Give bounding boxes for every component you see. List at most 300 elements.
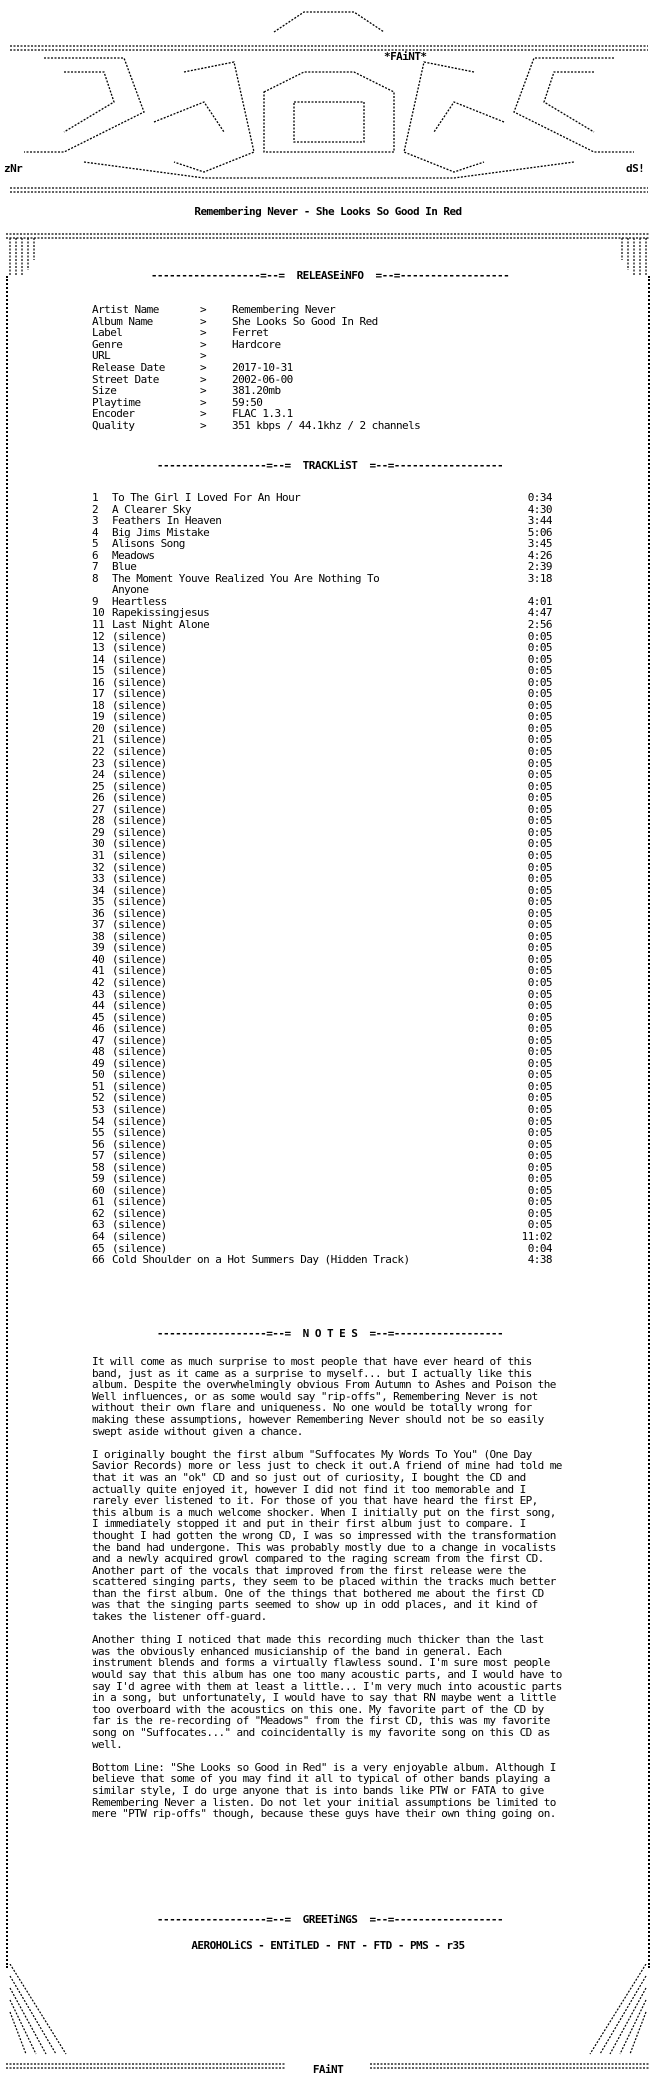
track-number: 54 [92, 1114, 105, 1128]
release-info-key: Genre [92, 337, 123, 351]
track-duration: 0:05 [527, 629, 552, 643]
track-row [92, 977, 552, 989]
track-duration: 0:05 [527, 1045, 552, 1059]
track-row [92, 665, 552, 677]
track-duration: 0:05 [527, 1195, 552, 1209]
track-duration: 0:05 [527, 1172, 552, 1186]
release-info-value: Ferret [232, 326, 269, 340]
track-number: 60 [92, 1183, 105, 1197]
track-row [92, 769, 552, 781]
track-row [92, 584, 552, 596]
track-title: (silence) [112, 1219, 167, 1231]
track-row [92, 792, 552, 804]
track-title: (silence) [112, 919, 167, 931]
track-title: (silence) [112, 630, 167, 643]
release-info-value: 381.20mb [232, 384, 281, 398]
footer-signature: FAiNT [312, 2063, 344, 2076]
track-title: A Clearer Sky [112, 503, 191, 516]
track-row [92, 954, 552, 966]
track-duration: 0:05 [527, 768, 552, 782]
track-row [92, 700, 552, 712]
track-title: (silence) [112, 792, 167, 804]
track-number: 32 [92, 860, 105, 874]
track-title: Cold Shoulder on a Hot Summers Day (Hidden Track) [112, 1254, 410, 1266]
track-title: (silence) [112, 734, 167, 747]
track-number: 15 [92, 664, 105, 678]
track-title: (silence) [112, 1069, 167, 1081]
track-title: Big Jims Mistake [112, 526, 210, 539]
track-number: 49 [92, 1056, 105, 1070]
release-info-row [92, 420, 420, 432]
track-title: Alisons Song [112, 538, 185, 550]
track-title: (silence) [112, 1184, 167, 1197]
track-number: 66 [92, 1253, 105, 1267]
track-title: (silence) [112, 861, 167, 874]
track-duration: 0:05 [527, 802, 552, 816]
track-title: (silence) [112, 1207, 167, 1220]
track-duration: 0:05 [527, 1183, 552, 1197]
track-row [92, 1208, 552, 1220]
track-duration: 0:05 [527, 1033, 552, 1047]
track-number: 11 [92, 618, 105, 632]
track-title: (silence) [112, 1173, 167, 1185]
track-row [92, 862, 552, 874]
tracklist-heading-text: TRACKLiST [302, 459, 358, 472]
track-number: 50 [92, 1068, 105, 1082]
track-duration: 0:34 [527, 491, 552, 504]
track-row [92, 1000, 552, 1012]
track-number: 53 [92, 1102, 105, 1116]
track-number: 13 [92, 641, 105, 655]
notes-paragraph: Bottom Line: "She Looks so Good in Red" is a very enjoyable album. Although I believe that some of you may find it all to typical of other bands playing a similar style, I do urge anyone that is into bands like PTW or FATA to give Remembering Never a listen. Do not let your initial assumptions be limited to mere "PTW rip-offs" though, because these guys have their own thing going on. [92, 1760, 556, 1821]
track-title: (silence) [112, 896, 167, 908]
track-number: 14 [92, 652, 105, 666]
track-duration: 0:05 [527, 964, 552, 978]
track-duration: 0:05 [527, 1056, 552, 1070]
track-title: (silence) [112, 1242, 167, 1255]
track-duration: 0:05 [527, 975, 552, 989]
track-number: 7 [92, 560, 99, 574]
track-duration: 0:05 [527, 1126, 552, 1140]
track-duration: 0:05 [527, 675, 552, 689]
release-info-key: Quality [92, 418, 135, 432]
track-row [92, 550, 552, 562]
arrow-glyph-icon: > [200, 384, 207, 398]
track-row [92, 942, 552, 954]
track-number: 62 [92, 1206, 105, 1220]
track-row [92, 492, 552, 504]
track-row [92, 1162, 552, 1174]
track-number: 45 [92, 1010, 105, 1024]
track-duration: 0:05 [527, 1206, 552, 1220]
track-row [92, 1058, 552, 1070]
frame-bottom-border [6, 1964, 650, 2074]
track-title: (silence) [112, 1034, 167, 1047]
arrow-glyph-icon: > [200, 395, 207, 409]
track-number: 4 [92, 525, 99, 539]
track-title: (silence) [112, 965, 167, 977]
track-row [92, 919, 552, 931]
track-duration: 0:05 [527, 1079, 552, 1093]
track-title: (silence) [112, 873, 167, 885]
track-duration: 0:05 [527, 1218, 552, 1232]
track-number: 29 [92, 825, 105, 839]
releaseinfo-heading-text: RELEASEiNFO [296, 269, 364, 282]
track-row [92, 631, 552, 643]
track-duration: 0:04 [527, 1241, 552, 1255]
track-number: 65 [92, 1241, 105, 1255]
release-info-key: Street Date [92, 372, 159, 386]
track-number: 22 [92, 745, 105, 759]
track-row [92, 538, 552, 550]
releaseinfo-heading: ------------------=--= RELEASEiNFO =--=------------------ [150, 269, 510, 282]
track-row [92, 711, 552, 723]
release-info-value: 2002-06-00 [232, 372, 293, 386]
track-row [92, 850, 552, 862]
track-row [92, 1069, 552, 1081]
track-title: (silence) [112, 803, 167, 816]
track-duration: 2:39 [527, 560, 552, 574]
track-number: 40 [92, 952, 105, 966]
arrow-glyph-icon: > [200, 337, 207, 351]
track-row [92, 561, 552, 573]
track-number: 30 [92, 837, 105, 851]
arrow-glyph-icon: > [200, 303, 207, 316]
arrow-glyph-icon: > [200, 372, 207, 386]
track-number: 5 [92, 537, 99, 551]
track-row [92, 896, 552, 908]
track-title: (silence) [112, 1092, 167, 1104]
track-duration: 0:05 [527, 1114, 552, 1128]
tracklist-heading: ------------------=--= TRACKLiST =--=------------------ [156, 459, 504, 472]
track-duration: 0:05 [527, 1137, 552, 1151]
faint-ascii-logo [4, 2, 654, 200]
track-duration: 4:26 [527, 548, 552, 562]
track-number: 27 [92, 802, 105, 816]
track-row [92, 1023, 552, 1035]
track-number: 18 [92, 698, 105, 712]
track-title: (silence) [112, 746, 167, 758]
track-title: (silence) [112, 699, 167, 712]
track-title: (silence) [112, 1046, 167, 1058]
track-duration: 11:02 [521, 1230, 552, 1243]
track-title: (silence) [112, 757, 167, 770]
track-row [92, 908, 552, 920]
track-duration: 5:06 [527, 525, 552, 539]
release-info-key: Size [92, 384, 117, 398]
track-title: Heartless [112, 595, 167, 608]
track-row [92, 1092, 552, 1104]
track-title: (silence) [112, 1138, 167, 1151]
right-tag-text: dS! [626, 162, 645, 175]
track-duration: 0:05 [527, 941, 552, 955]
track-row [92, 1196, 552, 1208]
track-number: 42 [92, 975, 105, 989]
track-title: (silence) [112, 1057, 167, 1070]
track-row [92, 654, 552, 666]
release-info-table [92, 304, 420, 432]
track-number: 19 [92, 710, 105, 724]
track-title: Last Night Alone [112, 619, 210, 631]
release-info-value: 2017-10-31 [232, 360, 293, 374]
track-duration: 0:05 [527, 848, 552, 862]
track-duration: 3:44 [527, 514, 552, 528]
track-duration: 0:05 [527, 1102, 552, 1116]
track-row [92, 607, 552, 619]
release-info-value: 59:50 [232, 395, 263, 409]
track-duration: 0:05 [527, 918, 552, 932]
track-list [92, 492, 552, 1266]
track-row [92, 1173, 552, 1185]
arrow-glyph-icon: > [200, 326, 207, 340]
track-title: (silence) [112, 780, 167, 793]
track-duration: 0:05 [527, 641, 552, 655]
track-duration: 0:05 [527, 952, 552, 966]
notes-paragraph: I originally bought the first album "Suffocates My Words To You" (One Day Savior Records) more or less just to check it out.A friend of mine had told me that it was an "ok" CD and so just out of curiosity, I bought the CD and actually quite enjoyed it, however I did not find it too memorable and I rarely ever listened to it. For those of you that have heard the first EP, this album is a much welcome shocker. When I initially put on the first song, I immediately stopped it and put in their first album just to compare. I thought I had gotten the wrong CD, I was so impressed with the transformation the band had undergone. This was probably mostly due to a change in vocalists and a newly acquired growl compared to the raging scream from the first CD. Another part of the vocals that improved from the first release were the scattered singing parts, they seem to be placed within the tracks much better than the first album. One of the things that bothered me about the first CD was that the singing parts seemed to show up in odd places, and it kind of takes the listener off-guard. [92, 1447, 562, 1624]
track-title: Feathers In Heaven [112, 515, 222, 527]
track-number: 26 [92, 791, 105, 805]
track-title: (silence) [112, 1127, 167, 1139]
track-duration: 0:05 [527, 860, 552, 874]
track-row [92, 885, 552, 897]
track-title: (silence) [112, 838, 167, 850]
notes-paragraph: It will come as much surprise to most people that have ever heard of this band, just as it came as a surprise to myself... but I actually like this album. Despite the overwhelmingly obvious From Autumn to Ashes and Poison the Well influences, or as some would say "rip-offs", Remembering Never is not without their own flare and uniqueness. No one would be totally wrong for making these assumptions, however Remembering Never should not be so easily swept aside without given a chance. [92, 1355, 556, 1438]
track-number: 1 [92, 491, 99, 504]
track-number: 59 [92, 1172, 105, 1186]
track-row [92, 758, 552, 770]
release-info-value: Remembering Never [232, 303, 336, 316]
left-tag-text: zNr [4, 162, 23, 175]
track-number: 24 [92, 768, 105, 782]
track-duration: 4:47 [527, 606, 552, 620]
track-title: (silence) [112, 1011, 167, 1024]
track-number: 63 [92, 1218, 105, 1232]
track-duration: 0:05 [527, 814, 552, 828]
track-number: 35 [92, 895, 105, 909]
track-number: 31 [92, 848, 105, 862]
track-title: Meadows [112, 549, 155, 562]
track-title: (silence) [112, 688, 167, 700]
track-number: 44 [92, 999, 105, 1013]
track-number: 51 [92, 1079, 105, 1093]
track-duration: 0:05 [527, 791, 552, 805]
track-row [92, 596, 552, 608]
track-duration: 0:05 [527, 733, 552, 747]
track-duration: 0:05 [527, 999, 552, 1013]
notes-paragraph: Another thing I noticed that made this recording much thicker than the last was the obviously enhanced musicianship of the band in general. Each instrument blends and forms a virtually flawless sound. I'm sure most people would say that this album has one too many acoustic parts, and I would have to say I'd agree with them at least a little... I'm very much into acoustic parts in a song, but unfortunately, I would have to say that RN maybe went a little too overboard with the acoustics on this one. My favorite part of the CD by far is the re-recording of "Meadows" from the first CD, this was my favorite song on "Suffocates..." and coincidentally is my favorite song on this CD as well. [92, 1633, 562, 1751]
track-duration: 0:05 [527, 906, 552, 920]
track-duration: 0:05 [527, 664, 552, 678]
track-title: (silence) [112, 1103, 167, 1116]
track-title: Anyone [112, 584, 149, 596]
track-number: 2 [92, 502, 99, 516]
release-info-row [92, 362, 420, 374]
track-title: (silence) [112, 722, 167, 735]
track-number: 64 [92, 1230, 105, 1243]
track-duration: 0:05 [527, 756, 552, 770]
track-row [92, 1139, 552, 1151]
track-title: (silence) [112, 826, 167, 839]
track-row [92, 989, 552, 1001]
track-row [92, 1219, 552, 1231]
track-number: 3 [92, 514, 99, 528]
track-row [92, 1035, 552, 1047]
track-row [92, 1081, 552, 1093]
track-number: 55 [92, 1126, 105, 1140]
track-number: 21 [92, 733, 105, 747]
track-duration: 0:05 [527, 987, 552, 1001]
release-info-row [92, 304, 420, 316]
track-title: (silence) [112, 1023, 167, 1035]
track-row [92, 827, 552, 839]
greetings-list: AEROHOLiCS - ENTiTLED - FNT - FTD - PMS - r35 [191, 1939, 465, 1952]
track-duration: 3:18 [527, 571, 552, 585]
track-duration: 0:05 [527, 1068, 552, 1082]
track-duration: 4:30 [527, 502, 552, 516]
track-row [92, 642, 552, 654]
track-duration: 4:01 [527, 594, 552, 608]
track-title: (silence) [112, 976, 167, 989]
release-info-key: Album Name [92, 314, 153, 328]
track-row [92, 1150, 552, 1162]
track-number: 6 [92, 548, 99, 562]
track-row [92, 688, 552, 700]
frame-left-border [6, 276, 22, 1968]
track-duration: 4:38 [527, 1253, 552, 1267]
track-title: (silence) [112, 769, 167, 781]
greetings-heading-text: GREETiNGS [302, 1913, 358, 1926]
greetings-heading: ------------------=--= GREETiNGS =--=------------------ [156, 1913, 504, 1926]
track-title: (silence) [112, 1231, 167, 1243]
track-duration: 0:05 [527, 687, 552, 701]
track-duration: 0:05 [527, 895, 552, 909]
track-row [92, 1012, 552, 1024]
track-number: 41 [92, 964, 105, 978]
track-number: 38 [92, 929, 105, 943]
track-duration: 0:05 [527, 929, 552, 943]
track-duration: 2:56 [527, 618, 552, 632]
track-title: (silence) [112, 665, 167, 677]
track-title: (silence) [112, 953, 167, 966]
notes-heading-text: N O T E S [302, 1327, 358, 1340]
release-info-key: Release Date [92, 360, 165, 374]
track-row [92, 573, 552, 585]
track-row [92, 619, 552, 631]
track-title: (silence) [112, 1115, 167, 1128]
track-number: 37 [92, 918, 105, 932]
track-number: 47 [92, 1033, 105, 1047]
track-duration: 3:45 [527, 537, 552, 551]
track-number: 56 [92, 1137, 105, 1151]
track-title: (silence) [112, 942, 167, 954]
release-info-value: She Looks So Good In Red [232, 314, 378, 328]
track-number: 8 [92, 571, 99, 585]
frame-right-border [634, 276, 650, 1968]
track-row [92, 815, 552, 827]
track-title: (silence) [112, 676, 167, 689]
track-number: 17 [92, 687, 105, 701]
track-row [92, 504, 552, 516]
track-duration: 0:05 [527, 837, 552, 851]
track-row [92, 1254, 552, 1266]
track-duration: 0:05 [527, 1091, 552, 1105]
track-duration: 0:05 [527, 1149, 552, 1163]
track-row [92, 965, 552, 977]
track-number: 23 [92, 756, 105, 770]
track-row [92, 1046, 552, 1058]
release-info-value: FLAC 1.3.1 [232, 407, 293, 421]
notes-body [92, 1356, 566, 1831]
track-title: (silence) [112, 711, 167, 723]
arrow-glyph-icon: > [200, 407, 207, 421]
track-title: (silence) [112, 815, 167, 827]
track-title: (silence) [112, 1196, 167, 1208]
track-row [92, 723, 552, 735]
track-duration: 0:05 [527, 698, 552, 712]
track-number: 9 [92, 594, 99, 608]
release-info-key: URL [92, 349, 111, 363]
track-title: (silence) [112, 988, 167, 1001]
release-info-key: Playtime [92, 395, 141, 409]
track-row [92, 677, 552, 689]
track-number: 36 [92, 906, 105, 920]
track-number: 20 [92, 721, 105, 735]
notes-heading: ------------------=--= N O T E S =--=------------------ [156, 1327, 504, 1340]
track-row [92, 781, 552, 793]
track-title: (silence) [112, 907, 167, 920]
track-row [92, 734, 552, 746]
track-row [92, 931, 552, 943]
release-info-row [92, 385, 420, 397]
track-row [92, 1127, 552, 1139]
track-row [92, 873, 552, 885]
track-row [92, 804, 552, 816]
track-number: 28 [92, 814, 105, 828]
track-number: 57 [92, 1149, 105, 1163]
track-title: (silence) [112, 849, 167, 862]
track-number: 61 [92, 1195, 105, 1209]
track-number: 43 [92, 987, 105, 1001]
track-duration: 0:05 [527, 779, 552, 793]
track-row [92, 1104, 552, 1116]
track-duration: 0:05 [527, 745, 552, 759]
track-title: (silence) [112, 642, 167, 654]
track-row [92, 1185, 552, 1197]
track-title: To The Girl I Loved For An Hour [112, 492, 301, 504]
track-title: (silence) [112, 930, 167, 943]
track-title: Blue [112, 561, 137, 573]
track-row [92, 838, 552, 850]
track-duration: 0:05 [527, 652, 552, 666]
release-info-key: Label [92, 326, 123, 340]
track-number: 58 [92, 1160, 105, 1174]
track-duration: 0:05 [527, 825, 552, 839]
track-duration: 0:05 [527, 883, 552, 897]
track-title: (silence) [112, 1000, 167, 1012]
track-title: (silence) [112, 1080, 167, 1093]
release-tagline: Remembering Never - She Looks So Good In Red [194, 205, 462, 218]
track-number: 33 [92, 872, 105, 886]
release-info-value: 351 kbps / 44.1khz / 2 channels [232, 418, 421, 432]
arrow-glyph-icon: > [200, 349, 207, 363]
track-row [92, 515, 552, 527]
release-info-value: Hardcore [232, 337, 281, 351]
track-title: (silence) [112, 1161, 167, 1174]
track-row [92, 1231, 552, 1243]
track-number: 52 [92, 1091, 105, 1105]
track-title: (silence) [112, 1150, 167, 1162]
track-number: 48 [92, 1045, 105, 1059]
